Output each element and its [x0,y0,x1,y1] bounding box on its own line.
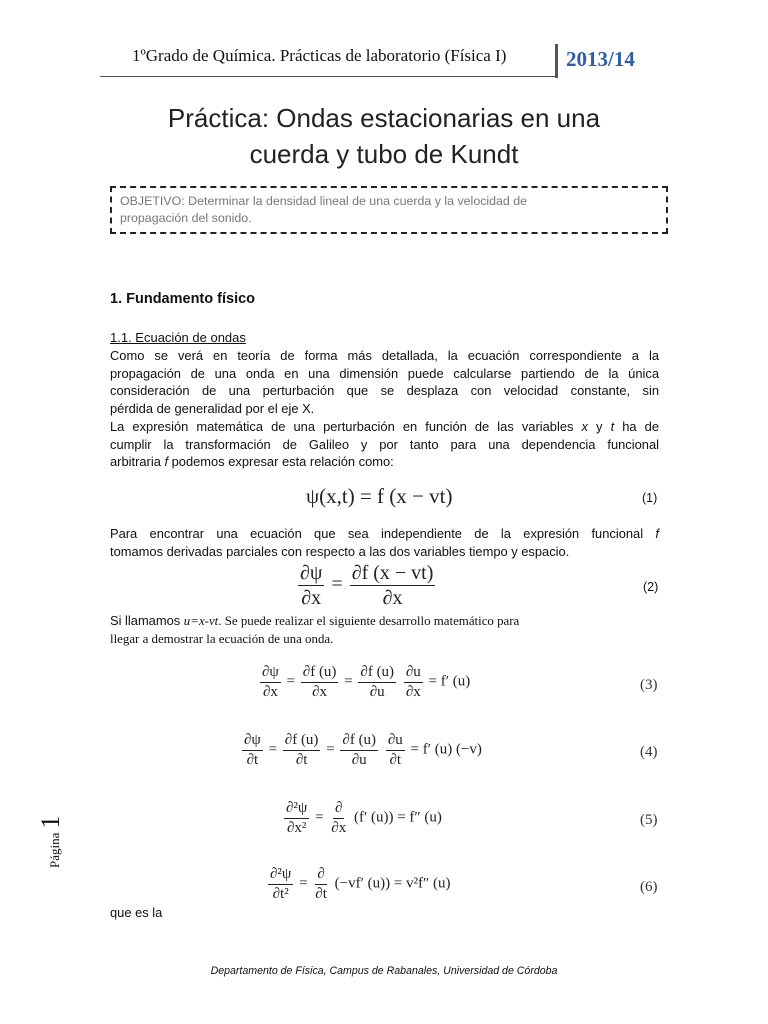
paragraph-1-line-4: pérdida de generalidad por el eje X. [110,400,315,416]
numerator: ∂ [333,800,344,819]
denominator: ∂x [405,683,421,700]
subsection-heading: 1.1. Ecuación de ondas [110,330,246,345]
text-run: Para encontrar una ecuación que sea independiente de la expresión funcional [110,526,656,541]
paragraph-2-line-1 [110,418,659,436]
equals-sign: = [315,809,324,826]
equation-tail: = f′ (u) [428,673,471,690]
paragraph-1-line-3: consideración de una perturbación que se desplaza con velocidad constante, sin [110,383,659,399]
fraction [340,732,378,768]
denominator: ∂x [312,683,328,700]
numerator: ∂f (u) [358,664,396,683]
denominator: ∂u [351,751,367,768]
equation-tail: = f′ (u) (−v) [410,741,482,758]
equals-sign: = [299,875,308,892]
equation-2-number: (2) [643,580,659,594]
numerator: ∂f (u) [283,732,321,751]
equals-sign: = [326,741,335,758]
paragraph-1-line-2: propagación de una onda en una dimensión puede calcularse partiendo de la única [110,365,659,381]
text-run: podemos expresar esta relación como: [168,454,394,470]
text-run: arbitraria [110,454,165,470]
objective-line-2: propagación del sonido. [120,211,252,225]
fraction [301,664,339,700]
paragraph-2 [110,418,659,471]
paragraph-3-line-1 [110,525,659,543]
tail-text: que es la [110,905,163,920]
paragraph-3 [110,525,659,560]
text-run: Si llamamos [110,613,184,628]
numerator: ∂²ψ [284,800,309,819]
fraction [268,866,293,902]
fraction [358,664,396,700]
variable-f: f [655,526,659,541]
equals-sign: = [344,673,353,690]
text-run: . Se puede realizar el siguiente desarrollo matemático para [218,614,520,628]
page-number: 1 [36,815,65,829]
equation-6-number: (6) [640,879,658,895]
equation-1-number: (1) [642,491,658,505]
equation-6 [266,866,451,902]
footer: Departamento de Física, Campus de Rabanales, Universidad de Córdoba [210,965,558,977]
denominator: ∂x [301,587,322,609]
numerator: ∂f (x − vt) [351,562,434,584]
denominator: ∂t [315,885,327,902]
denominator: ∂x [262,683,278,700]
equation-4 [240,732,482,768]
numerator: ∂f (u) [301,664,339,683]
numerator: ∂f (u) [340,732,378,751]
fraction [350,562,436,609]
equation-3 [258,664,470,700]
denominator: ∂t [295,751,308,768]
numerator: ∂ [315,866,326,885]
paragraph-2-line-3 [110,453,659,471]
fraction [298,562,324,609]
equation-tail: (f′ (u)) = f″ (u) [353,809,442,826]
paragraph-1 [110,347,659,417]
document-title [110,100,658,172]
denominator: ∂t [246,751,259,768]
numerator: ∂ψ [300,562,323,584]
fraction [242,732,263,768]
page-marker [36,816,66,868]
document-title-line-1: Práctica: Ondas estacionarias en una [167,103,601,133]
variable-t: t [610,419,615,434]
objective-box [110,186,668,234]
numerator: ∂ψ [260,664,281,683]
fraction [313,866,329,902]
equation-tail: (−vf′ (u)) = v²f″ (u) [334,875,451,892]
equation-5 [282,800,442,836]
equals-sign: = [268,741,278,758]
header-rule [100,76,558,77]
numerator: ∂u [404,664,423,683]
numerator: ∂u [386,732,405,751]
equation-3-number: (3) [640,677,658,693]
denominator: ∂t [389,751,402,768]
text-run: y [587,419,611,434]
numerator: ∂²ψ [268,866,293,885]
denominator: ∂u [369,683,385,700]
equals-sign: = [331,573,343,596]
section-heading: 1. Fundamento físico [110,291,256,307]
paragraph-3-line-2: tomamos derivadas parciales con respecto a las dos variables tiempo y espacio. [110,543,570,559]
equation-2 [296,562,437,609]
header-divider [555,44,558,78]
denominator: ∂x [382,587,403,609]
equation-5-number: (5) [640,812,658,828]
header-year: 2013/14 [566,47,635,71]
paragraph-2-line-2: cumplir la transformación de Galileo y por tanto para una dependencia funcional [110,436,659,452]
fraction [404,664,423,700]
fraction [284,800,309,836]
text-run: La expresión matemática de una perturbación en función de las variables [110,419,582,434]
equals-sign: = [286,673,296,690]
substitution-u: u=x-vt [183,614,219,628]
numerator: ∂ψ [242,732,263,751]
equation-1: ψ(x,t) = f (x − vt) [306,484,453,508]
header-title: 1ºGrado de Química. Prácticas de laboratorio (Física I) [132,46,507,65]
document-title-line-2: cuerda y tubo de Kundt [249,139,519,169]
paragraph-4-line-1 [110,612,659,631]
paragraph-1-line-1: Como se verá en teoría de forma más detallada, la ecuación correspondiente a la [110,348,659,363]
page-word: Página [47,832,62,868]
fraction [386,732,405,768]
text-run: ha de [614,419,660,434]
fraction [329,800,348,836]
denominator: ∂x [331,819,347,836]
objective-line-1: OBJETIVO: Determinar la densidad lineal de una cuerda y la velocidad de [120,194,528,208]
equation-4-number: (4) [640,744,658,760]
variable-x: x [581,419,588,434]
paragraph-4 [110,612,659,648]
paragraph-4-line-2: llegar a demostrar la ecuación de una onda. [110,631,334,646]
fraction [260,664,281,700]
fraction [283,732,321,768]
variable-f: f [164,454,169,470]
denominator: ∂x² [286,819,307,836]
denominator: ∂t² [272,885,289,902]
